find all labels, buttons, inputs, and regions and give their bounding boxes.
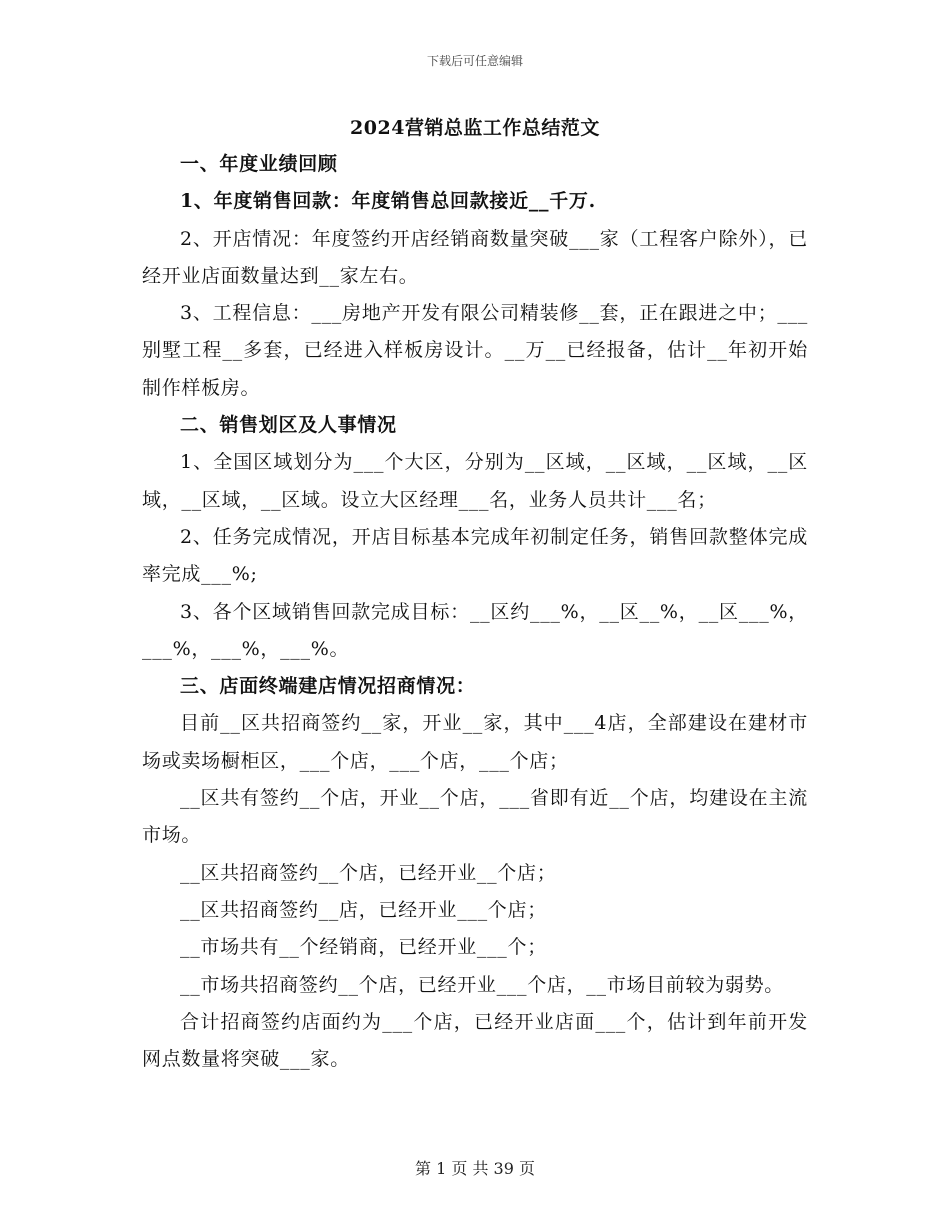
paragraph-current-signing: 目前__区共招商签约__家，开业__家，其中___4店，全部建设在建材市场或卖场橱柜区，___个店，___个店，___个店； (142, 712, 808, 772)
paragraph-region-signing-3: __区共招商签约__店，已经开业___个店； (180, 898, 547, 921)
section-heading-3: 三、店面终端建店情况招商情况： (180, 675, 476, 698)
paragraph-region-targets: 3、各个区域销售回款完成目标：__区约___%，__区__%，__区___%，___%，___%，___%。 (142, 600, 808, 660)
paragraph-market-dealers: __市场共有__个经销商，已经开业___个； (180, 936, 547, 959)
paragraph-market-signing: __市场共招商签约__个店，已经开业___个店，__市场目前较为弱势。 (180, 973, 785, 996)
page-number: 第 1 页 共 39 页 (415, 1159, 535, 1178)
paragraph-project-info: 3、工程信息：___房地产开发有限公司精装修__套，正在跟进之中；___别墅工程__多套，已经进入样板房设计。__万__已经报备，估计__年初开始制作样板房。 (142, 302, 808, 399)
section-heading-2: 二、销售划区及人事情况 (180, 414, 397, 437)
header-note: 下载后可任意编辑 (426, 54, 523, 68)
paragraph-store-opening: 2、开店情况：年度签约开店经销商数量突破___家（工程客户除外），已经开业店面数量达到__家左右。 (142, 227, 808, 287)
paragraph-task-completion: 2、任务完成情况，开店目标基本完成年初制定任务，销售回款整体完成率完成___%; (142, 525, 808, 586)
subheading-annual-payment: 1、年度销售回款：年度销售总回款接近__千万. (180, 190, 596, 213)
section-heading-1: 一、年度业绩回顾 (180, 153, 338, 175)
paragraph-region-signing-1: __区共有签约__个店，开业__个店，___省即有近__个店，均建设在主流市场。 (142, 787, 808, 847)
paragraph-total-summary: 合计招商签约店面约为___个店，已经开业店面___个，估计到年前开发网点数量将突破___家。 (142, 1010, 808, 1071)
paragraph-region-signing-2: __区共招商签约__个店，已经开业__个店； (180, 861, 557, 884)
document-body (142, 146, 808, 1078)
paragraph-region-division: 1、全国区域划分为___个大区，分别为__区域，__区域，__区域，__区域，__区域，__区域。设立大区经理___名，业务人员共计___名； (142, 451, 808, 511)
document-title: 2024营销总监工作总结范文 (350, 117, 600, 139)
